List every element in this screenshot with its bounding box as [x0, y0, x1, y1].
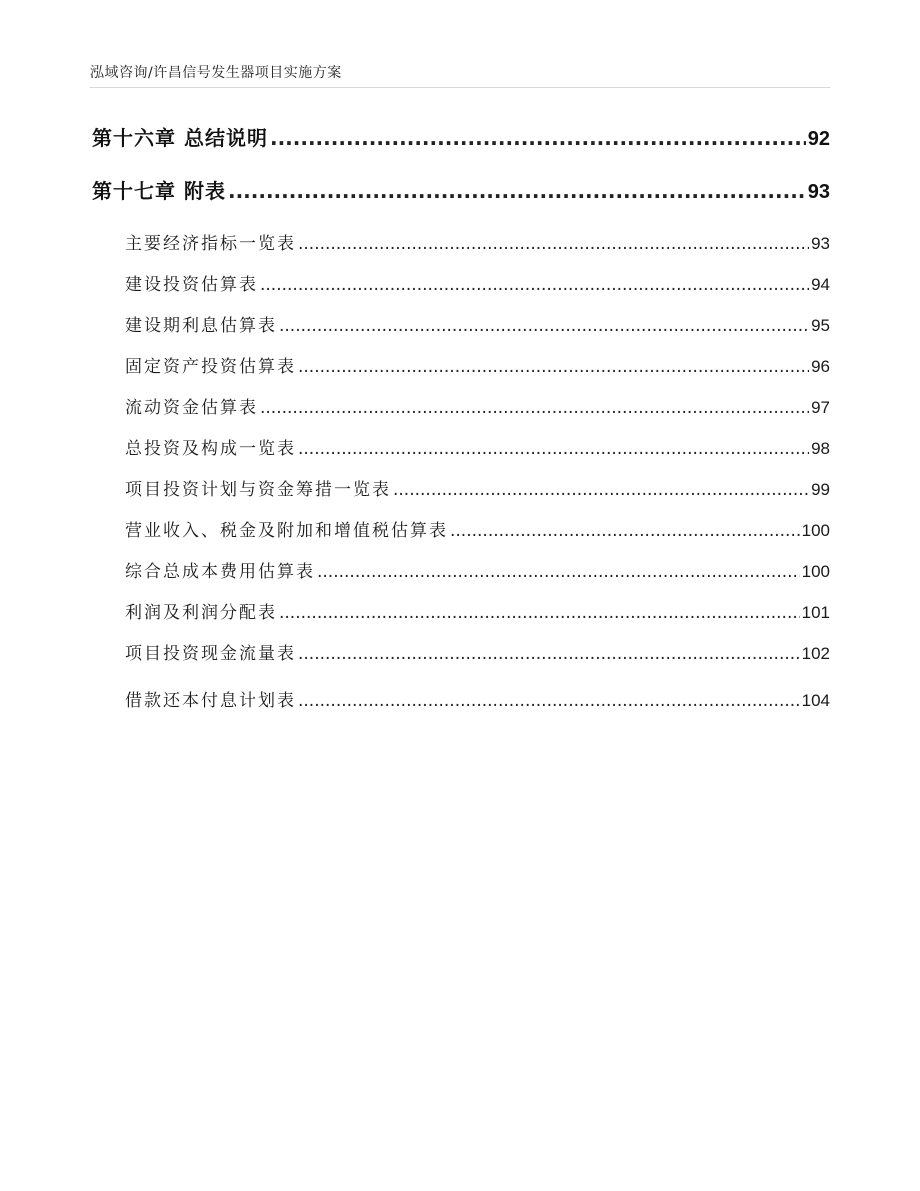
toc-chapter-title: 第十七章 附表: [92, 179, 226, 203]
toc-entry[interactable]: [125, 270, 830, 295]
toc-leader-dots: [279, 316, 809, 336]
toc-entry-title: 利润及利润分配表: [125, 603, 277, 623]
toc-entry[interactable]: [125, 352, 830, 377]
toc-entry[interactable]: [125, 434, 830, 459]
toc-entry[interactable]: [125, 311, 830, 336]
toc-leader-dots: [260, 275, 809, 295]
toc-page-number: 93: [807, 181, 830, 203]
toc-leader-dots: [228, 179, 806, 203]
toc-page-number: 100: [801, 521, 830, 540]
toc-entry[interactable]: [125, 516, 830, 541]
toc-entry-title: 综合总成本费用估算表: [125, 562, 315, 582]
toc-leader-dots: [298, 439, 809, 459]
toc-page-number: 94: [811, 275, 830, 294]
toc-leader-dots: [270, 126, 806, 150]
toc-page-number: 98: [811, 439, 830, 458]
toc-entry-title: 建设投资估算表: [125, 275, 258, 295]
toc-page-number: 96: [811, 357, 830, 376]
toc-chapter-17[interactable]: [92, 175, 830, 204]
toc-entry-title: 流动资金估算表: [125, 398, 258, 418]
toc-entry-title: 总投资及构成一览表: [125, 439, 296, 459]
toc-entry[interactable]: [125, 598, 830, 623]
toc-leader-dots: [298, 691, 800, 711]
toc-page-number: 100: [801, 562, 830, 581]
toc-leader-dots: [317, 562, 800, 582]
toc-page-number: 92: [807, 128, 830, 150]
toc-leader-dots: [298, 234, 809, 254]
toc-entry[interactable]: [125, 686, 830, 711]
toc-entry[interactable]: [125, 229, 830, 254]
toc-leader-dots: [279, 603, 800, 623]
toc-entry-title: 借款还本付息计划表: [125, 691, 296, 711]
toc-leader-dots: [260, 398, 809, 418]
toc-page-number: 101: [801, 603, 830, 622]
toc-page-number: 102: [801, 644, 830, 663]
toc-leader-dots: [298, 644, 800, 664]
toc-entry[interactable]: [125, 557, 830, 582]
toc-entry[interactable]: [125, 393, 830, 418]
toc-entry-title: 建设期利息估算表: [125, 316, 277, 336]
toc-entry-title: 营业收入、税金及附加和增值税估算表: [125, 521, 448, 541]
toc-page-number: 93: [811, 234, 830, 253]
toc-entry[interactable]: [125, 475, 830, 500]
toc-entry-title: 项目投资现金流量表: [125, 644, 296, 664]
toc-entry-title: 主要经济指标一览表: [125, 234, 296, 254]
toc-chapter-16[interactable]: [92, 122, 830, 151]
toc-page-number: 95: [811, 316, 830, 335]
toc-leader-dots: [450, 521, 800, 541]
toc-chapter-title: 第十六章 总结说明: [92, 126, 268, 150]
toc-page-number: 104: [801, 691, 830, 710]
toc-entry-title: 项目投资计划与资金筹措一览表: [125, 480, 391, 500]
toc-page-number: 99: [811, 480, 830, 499]
toc-page-number: 97: [811, 398, 830, 417]
toc-leader-dots: [298, 357, 809, 377]
toc-entry[interactable]: [125, 639, 830, 664]
toc-leader-dots: [393, 480, 809, 500]
toc-entry-title: 固定资产投资估算表: [125, 357, 296, 377]
running-header: 泓域咨询/许昌信号发生器项目实施方案: [90, 65, 342, 81]
